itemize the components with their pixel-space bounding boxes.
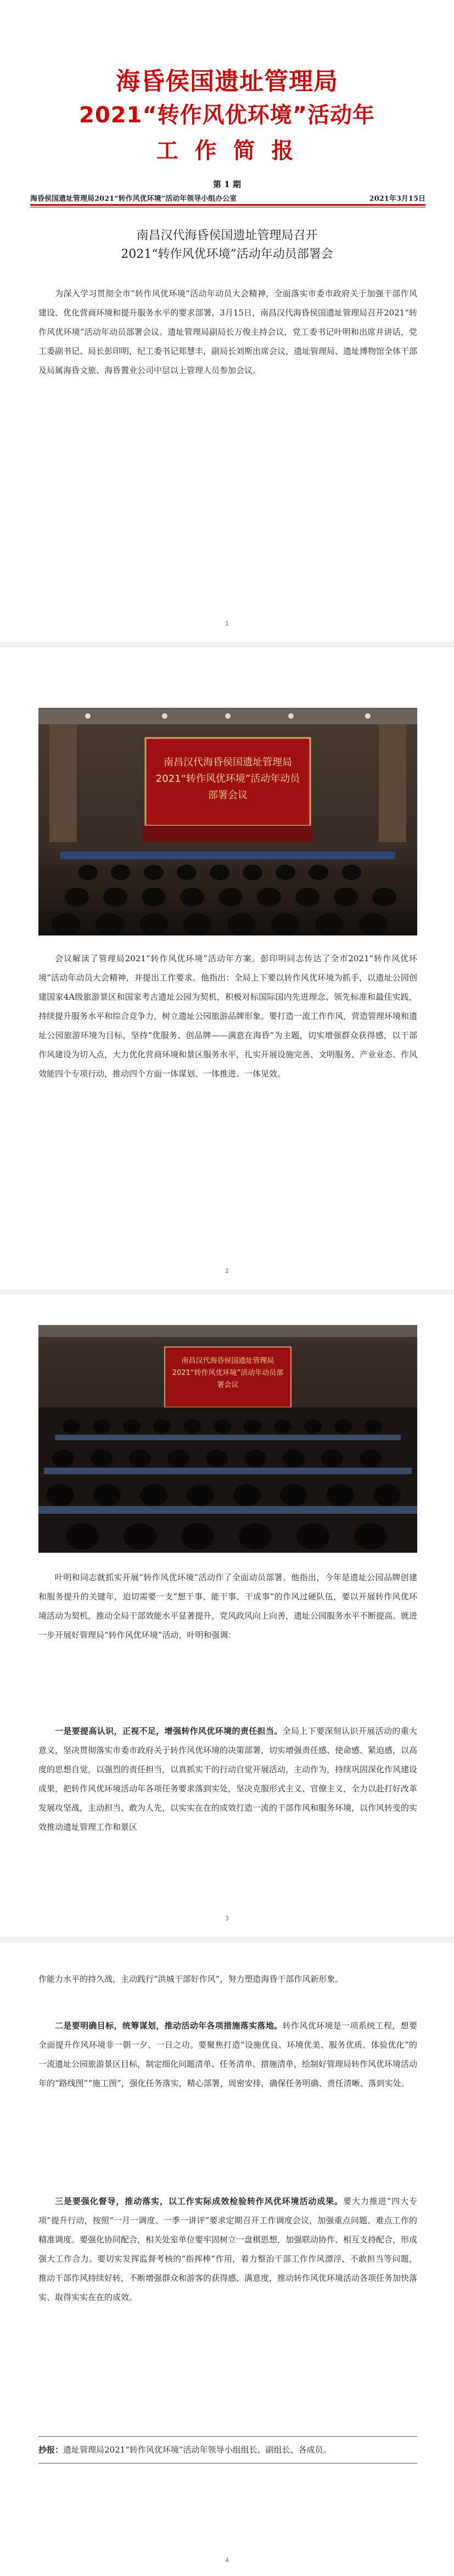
issuer: 海昏侯国遗址管理局2021“转作风优环境”活动年领导小组办公室 [30,195,237,203]
point-1-body: 全局上下要深刻认识开展活动的重大意义，坚决贯彻落实市委市政府关于转作风优环境的决策部署，切实增强责任感、使命感、紧迫感，以高度的思想自觉，以强烈的责任担当，以真抓实干的行动自觉开展活动，主动作为，持续巩固深化作风建设成果，把转作风优环境活动年各项任务要求落到实处，坚决克服形式主义、官僚主义，全力以赴打好改革发展攻坚战，主动担当、敢为人先，以实实在在的成效打造一流的干部作风和服务环境，以作风转变的实效推动遗址管理工作和景区 [38,1726,418,1832]
cc-label: 抄报： [38,2445,64,2455]
page-number: 2 [225,1267,229,1275]
page-number: 3 [225,1915,229,1922]
paragraph-point-2 [38,2016,417,2093]
page-separator [0,1937,454,1942]
article-title-line1: 南昌汉代海昏侯国遗址管理局召开 [136,229,318,243]
page-3 [0,1295,454,1937]
page-4 [0,1942,454,2576]
cc-text: 遗址管理局2021“转作风优环境”活动年领导小组组长、副组长、各成员。 [63,2445,332,2455]
meeting-photo-1 [38,708,417,935]
paragraph-point-1 [38,1722,417,1837]
point-3-body: 要大力推进“四大专项”提升行动，按照“一月一调度、一季一讲评”要求定期召开工作调度会议，加强重点问题、难点工作的精准调度。要强化协同配合，相关处室单位要牢固树立一盘棋思想，加强联动协作、相互支持配合，形成强大工作合力。要切实发挥监督考核的“指挥棒”作用，着力整治干部工作作风漂浮、不敢担当等问题，推动干部作风持续好转，不断增强群众和游客的获得感、满意度，推动转作风优环境活动各项任务加快落实、取得实实在在的成效。 [38,2196,418,2302]
cc-block [38,2436,417,2464]
issue-date: 2021年3月15日 [369,195,425,203]
bulletin-title-line3: 工 作 简 报 [156,138,298,164]
paragraph-intro: 为深入学习贯彻全市“转作风优环境”活动年动员大会精神，全面落实市委市政府关于加强干部作风建设、优化营商环境和提升服务水平的要求部署，3月15日，南昌汉代海昏侯国遗址管理局召开2021“转作风优环境”活动年动员部署会议。遗址管理局副局长万俊主持会议，党工委书记叶明和出席并讲话，党工委副书记、局长彭印明，纪工委书记郑慧丰，副局长刘斯出席会议，遗址管理局、遗址博物馆全体干部及局属海昏文旅、海昏置业公司中层以上管理人员参加会议。 [38,289,418,375]
page-separator [0,1289,454,1295]
page-separator [0,642,454,647]
page-number: 4 [225,2557,229,2564]
meeting-audience-illustration [38,1325,417,1553]
issue-number: 第 1 期 [213,179,241,189]
point-2-lead: 二是要明确目标，统筹谋划，推动活动年各项措施落实落地。 [55,2021,283,2031]
header-rule [30,204,425,206]
stage-banner-2: 南昌汉代海昏侯国遗址管理局2021“转作风优环境”活动年动员部署会议 [172,1357,284,1389]
page-2 [0,647,454,1289]
point-1-lead: 一是要提高认识，正视不足，增强转作风优环境的责任担当。 [55,1726,283,1736]
meeting-photo-2 [38,1325,417,1553]
issuer-line [30,193,425,203]
bulletin-title-line1: 海昏侯国遗址管理局 [116,67,338,95]
point-3-lead: 三是要强化督导，推动落实，以工作实际成效检验转作风优环境活动成果。 [55,2196,344,2206]
page-1 [0,0,454,642]
paragraph-point-1-continued: 作能力水平的持久战，主动践行“洪城干部好作风”，努力塑造海昏干部作风新形象。 [38,1974,344,1984]
article-title-line2: 2021“转作风优环境”活动年动员部署会 [121,247,333,261]
paragraph-speech: 叶明和同志就抓实开展“转作风优环境”活动作了全面动员部署。他指出，今年是遗址公园品牌创建和服务提升的关键年，迫切需要一支“想干事、能干事、干成事”的作风过硬队伍，要以开展转作风优环境活动为契机，推动全局干部效能水平显著提升，党风政风向上向善，遗址公园服务水平不断提高。就进一步开展好管理局“转作风优环境”活动，叶明和强调： [38,1572,418,1640]
paragraph-plan: 会议解读了管理局2021“转作风优环境”活动年方案。彭印明同志传达了全市2021“转作风优环境”活动年动员大会精神，并提出工作要求。他指出：全局上下要以转作风优环境为抓手，以遗址公园创建国家4A级旅游景区和国家考古遗址公园为契机，积极对标国际国内先进理念、领先标准和最佳实践，持续提升服务水平和综合竞争力，树立遗址公园旅游品牌形象。要打造一流工作作风，营造管理环境和遗址公园旅游环境为目标，坚持“优服务、创品牌——满意在海昏”为主题，切实增强群众获得感，以干部作风建设为切入点，大力优化营商环境和景区服务水平，扎实开展设施完善、文明服务、产业业态、作风效能四个专项行动，推动四个方面一体谋划、一体推进、一体见效。 [38,954,418,1079]
page-number: 1 [225,620,229,627]
meeting-hall-illustration [38,708,417,935]
point-2-body: 转作风优环境是一项系统工程，想要全面提升作风环境非一朝一夕、一日之功。要聚焦打造“设施优良、环境优美、服务优质、体验优化”的一流遗址公园旅游景区目标，制定细化问题清单、任务清单、措施清单，绘制好管理局转作风优环境活动年的“路线图”“施工图”，强化任务落实，精心部署，周密安排，确保任务明确、责任清晰、落到实处。 [38,2021,418,2088]
paragraph-point-3 [38,2192,417,2307]
bulletin-title-line2: 2021“转作风优环境”活动年 [79,103,375,128]
stage-banner-1: 南昌汉代海昏侯国遗址管理局2021“转作风优环境”活动年动员部署会议 [155,757,300,801]
